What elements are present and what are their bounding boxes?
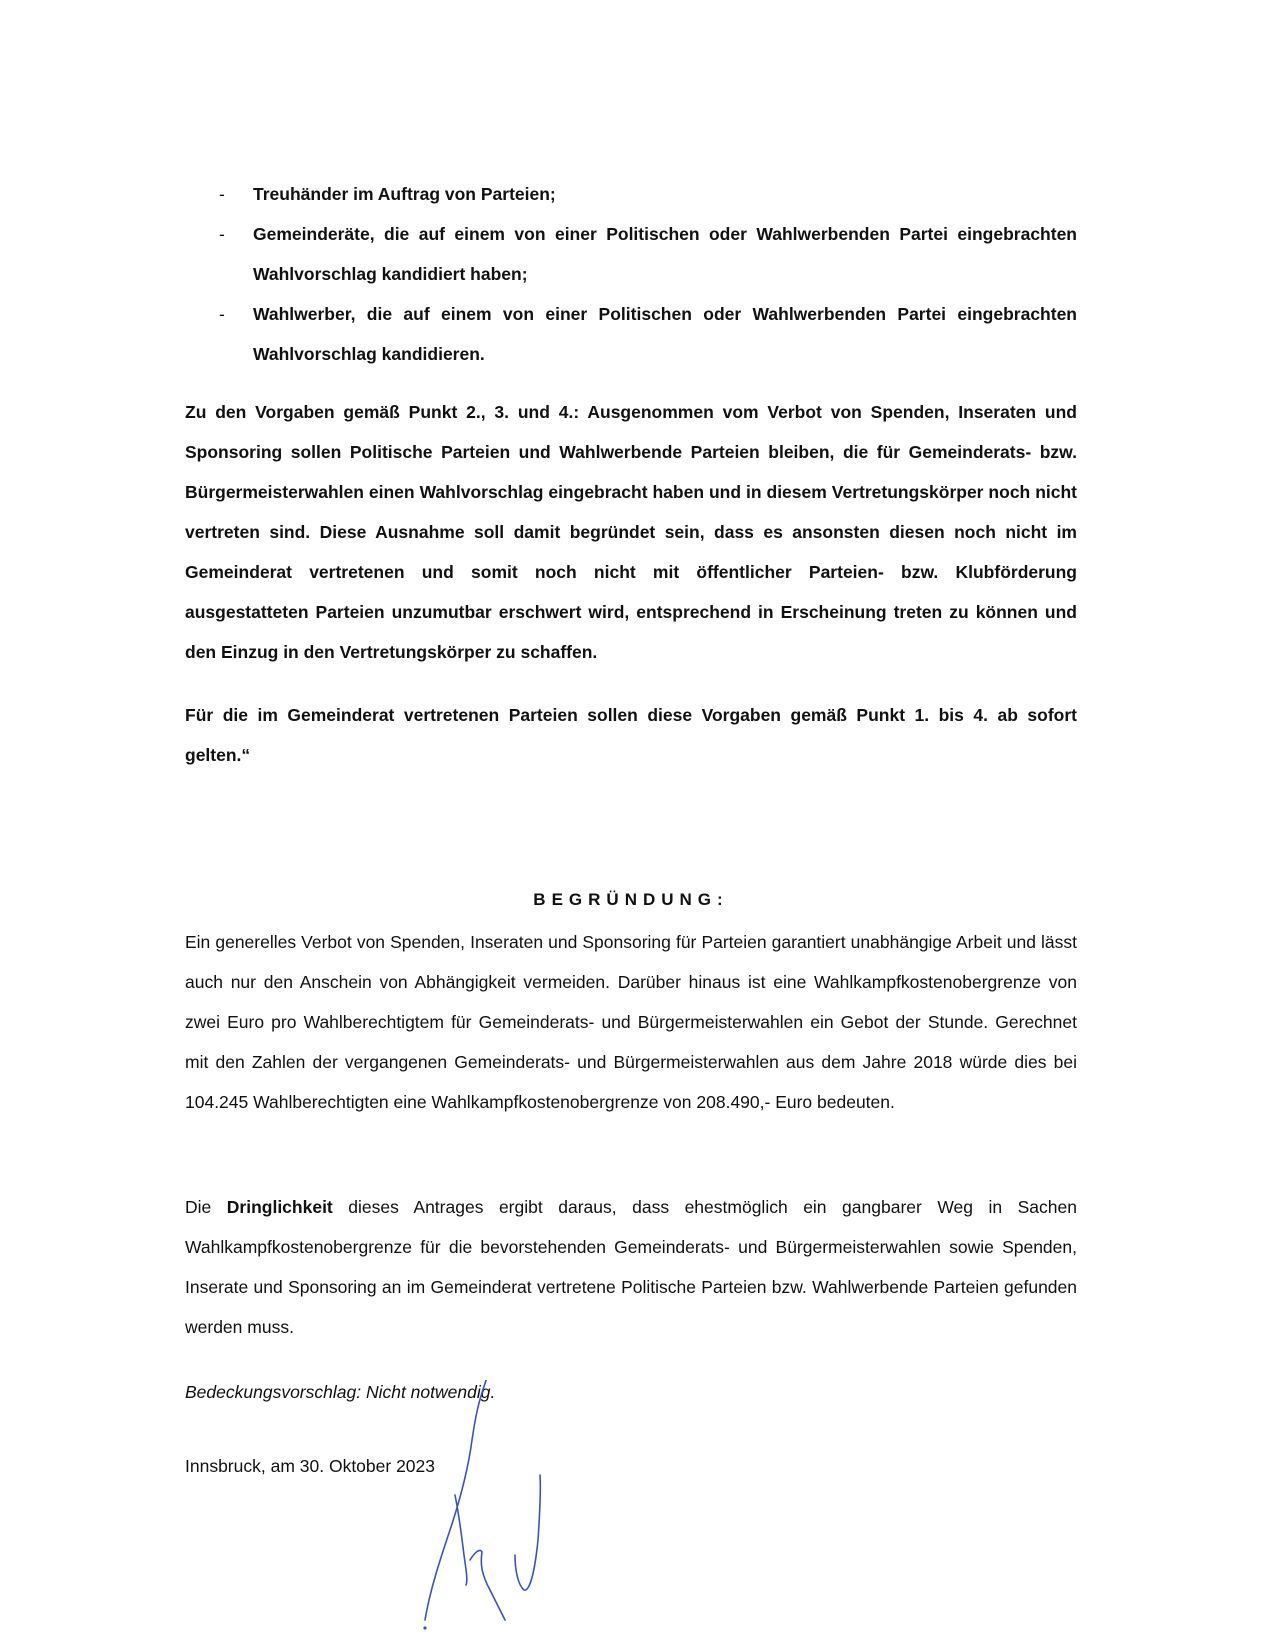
- urgency-keyword: Dringlichkeit: [226, 1197, 333, 1217]
- urgency-text: dieses Antrages ergibt daraus, dass ehestmöglich ein gangbarer Weg in Sachen Wahlkampfkostenobergrenze für die bevorstehenden Gemeinderats- und Bürgermeisterwahlen sowie Spenden, Inserate und Sponsoring an im Gemeinderat vertretene Politische Parteien bzw. Wahlwerbende Parteien gefunden werden muss.: [185, 1197, 1077, 1337]
- exceptions-paragraph: Zu den Vorgaben gemäß Punkt 2., 3. und 4.: Ausgenommen vom Verbot von Spenden, Inseraten und Sponsoring sollen Politische Parteien und Wahlwerbende Parteien bleiben, die für Gemeinderats- bzw. Bürgermeisterwahlen einen Wahlvorschlag eingebracht haben und in diesem Vertretungskörper noch nicht vertreten sind. Diese Ausnahme soll damit begründet sein, dass es ansonsten diesen noch nicht im Gemeinderat vertretenen und somit noch nicht mit öffentlicher Parteien- bzw. Klubförderung ausgestatteten Parteien unzumutbar erschwert wird, entsprechend in Erscheinung treten zu können und den Einzug in den Vertretungskörper zu schaffen.: [185, 402, 1077, 662]
- place-date: Innsbruck, am 30. Oktober 2023: [185, 1456, 435, 1476]
- immediate-effect-paragraph: Für die im Gemeinderat vertretenen Parteien sollen diese Vorgaben gemäß Punkt 1. bis 4. ab sofort gelten.“: [185, 705, 1077, 765]
- section-heading: BEGRÜNDUNG:: [533, 890, 729, 909]
- list-item: - Wahlwerber, die auf einem von einer Politischen oder Wahlwerbenden Partei eingebrachten Wahlvorschlag kandidieren.: [185, 294, 1077, 374]
- signature-stroke: [515, 1475, 540, 1590]
- signature-stroke: [470, 1550, 505, 1620]
- signature-stroke: [425, 1380, 490, 1620]
- handwritten-signature: [420, 1380, 580, 1640]
- list-item: - Treuhänder im Auftrag von Parteien;: [185, 174, 1077, 214]
- coverage-note: Bedeckungsvorschlag: Nicht notwendig.: [185, 1382, 496, 1402]
- urgency-prefix: Die: [185, 1197, 227, 1217]
- urgency-paragraph: [185, 1187, 1077, 1347]
- signature-dot: [423, 1626, 426, 1629]
- bullet-list: [185, 174, 1077, 374]
- reason-paragraph: Ein generelles Verbot von Spenden, Inseraten und Sponsoring für Parteien garantiert unabhängige Arbeit und lässt auch nur den Anschein von Abhängigkeit vermeiden. Darüber hinaus ist eine Wahlkampfkostenobergrenze von zwei Euro pro Wahlberechtigtem für Gemeinderats- und Bürgermeisterwahlen ein Gebot der Stunde. Gerechnet mit den Zahlen der vergangenen Gemeinderats- und Bürgermeisterwahlen aus dem Jahre 2018 würde dies bei 104.245 Wahlberechtigten eine Wahlkampfkostenobergrenze von 208.490,- Euro bedeuten.: [185, 932, 1077, 1112]
- signature-stroke: [455, 1495, 467, 1585]
- list-item: - Gemeinderäte, die auf einem von einer Politischen oder Wahlwerbenden Partei eingebrachten Wahlvorschlag kandidiert haben;: [185, 214, 1077, 294]
